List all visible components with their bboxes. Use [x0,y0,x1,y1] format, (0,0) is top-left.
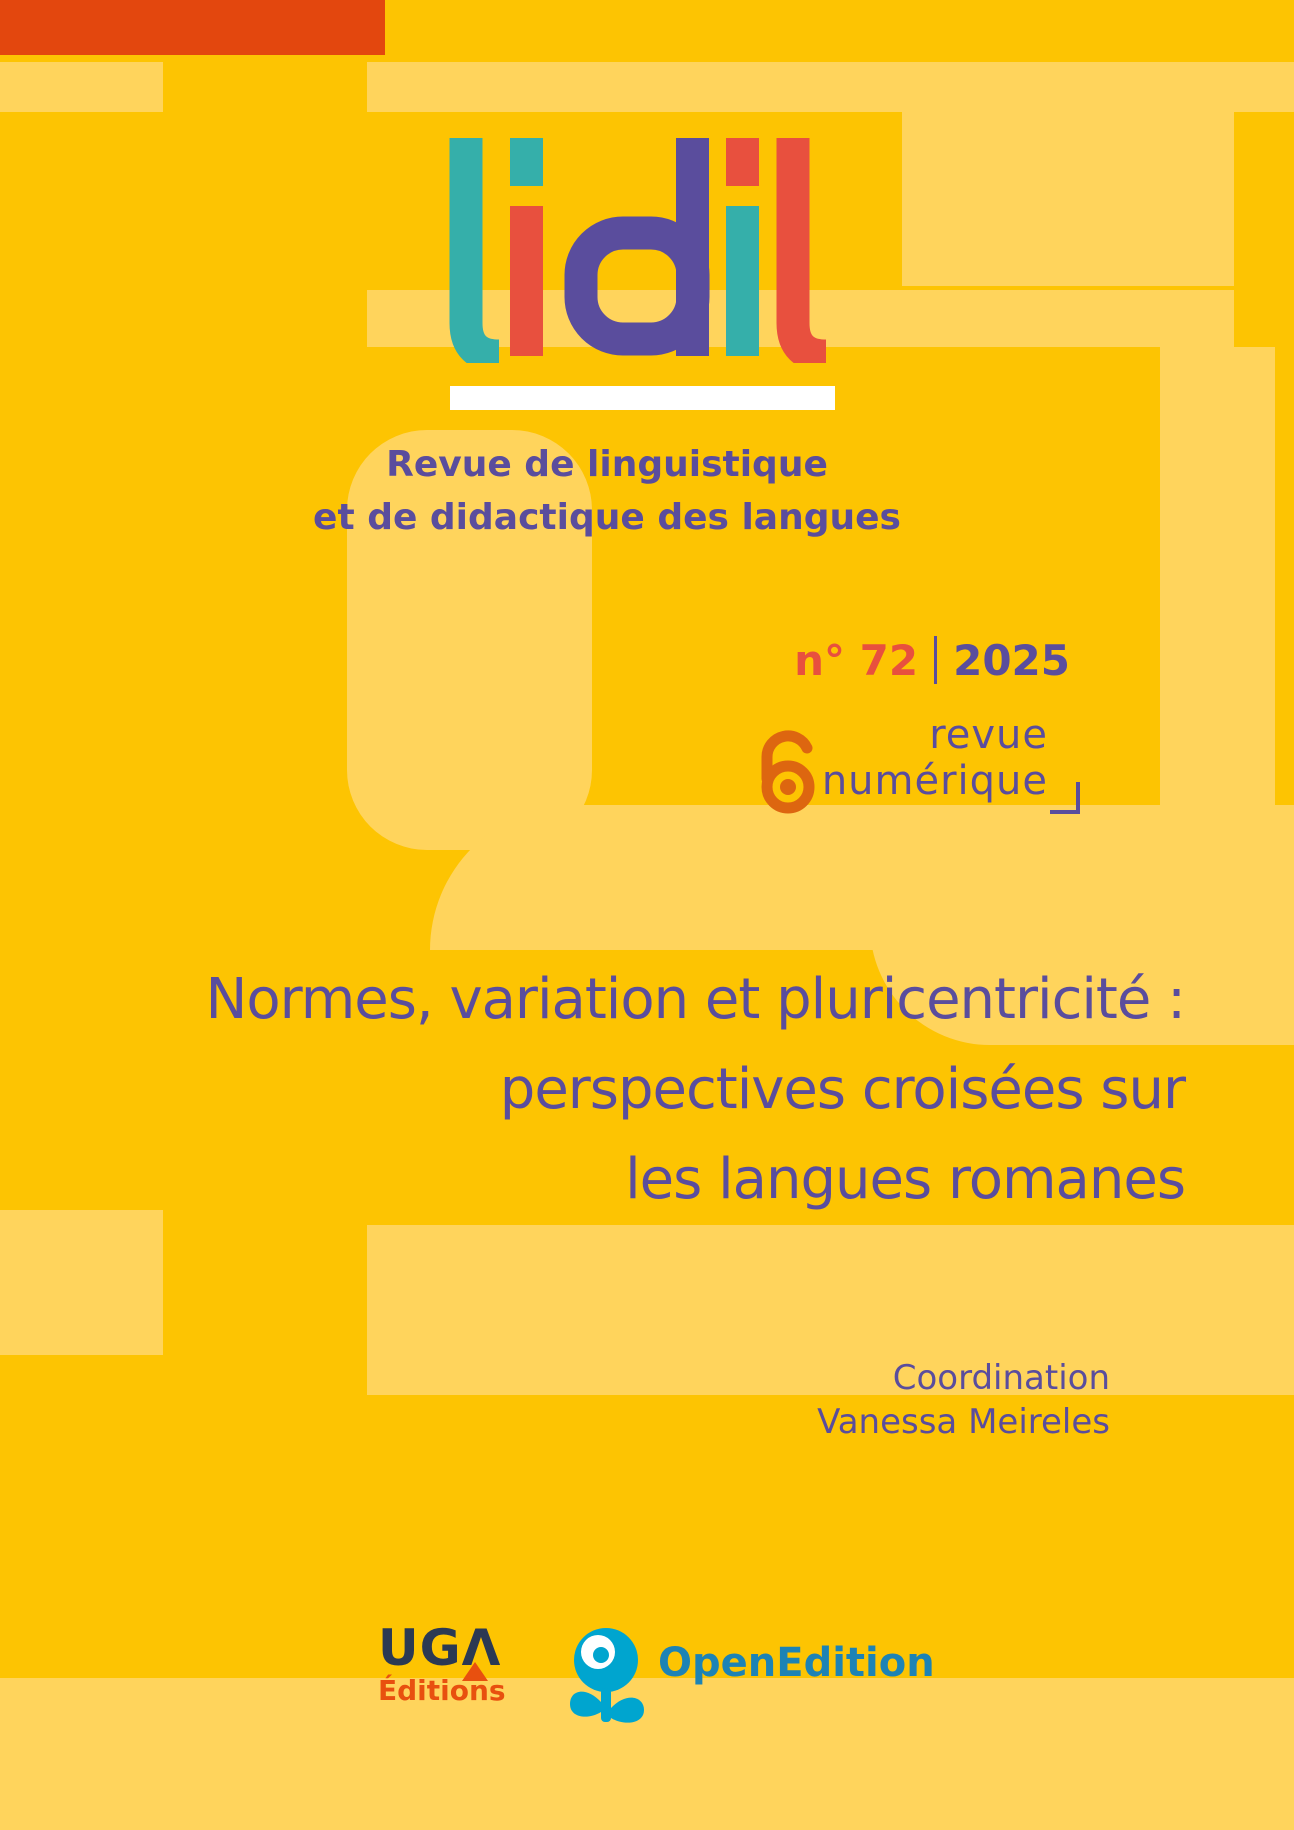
issue-title-line3: les langues romanes [625,1147,1185,1212]
uga-editions-logo [378,1619,538,1707]
issue-title [206,955,1186,1225]
journal-subtitle [200,438,1014,544]
openedition-flower-icon [568,1628,648,1728]
journal-subtitle-line1: Revue de linguistique [386,444,828,485]
journal-subtitle-line2: et de didactique des langues [313,497,901,538]
issue-year: 2025 [953,635,1070,685]
background-shape [0,62,163,112]
issue-divider [934,636,937,684]
logo-underline-bar [450,386,835,410]
background-shape [1160,347,1275,817]
format-line1: revue [929,712,1048,758]
coordination-block [817,1356,1110,1444]
lidil-logo [438,128,838,363]
uga-triangle-icon [462,1662,488,1681]
uga-editions-label: Éditions [378,1674,506,1707]
open-access-icon [746,722,830,816]
openedition-label: OpenEdition [658,1640,935,1686]
issue-title-line1: Normes, variation et pluricentricité : [205,967,1185,1032]
format-line2: numérique [821,758,1048,804]
issue-number: n° 72 [794,635,919,685]
top-red-bar [0,0,385,55]
format-block [822,712,1048,804]
issue-title-line2: perspectives croisées sur [499,1057,1185,1122]
background-shape [0,1210,163,1355]
issue-row [794,632,1070,688]
coordination-label: Coordination [892,1358,1110,1398]
corner-bracket-icon [1050,782,1080,814]
coordinator-name: Vanessa Meireles [817,1402,1110,1442]
openedition-logo [568,1628,935,1728]
uga-wordmark: UGΛ [378,1619,502,1677]
background-shape [902,62,1234,286]
